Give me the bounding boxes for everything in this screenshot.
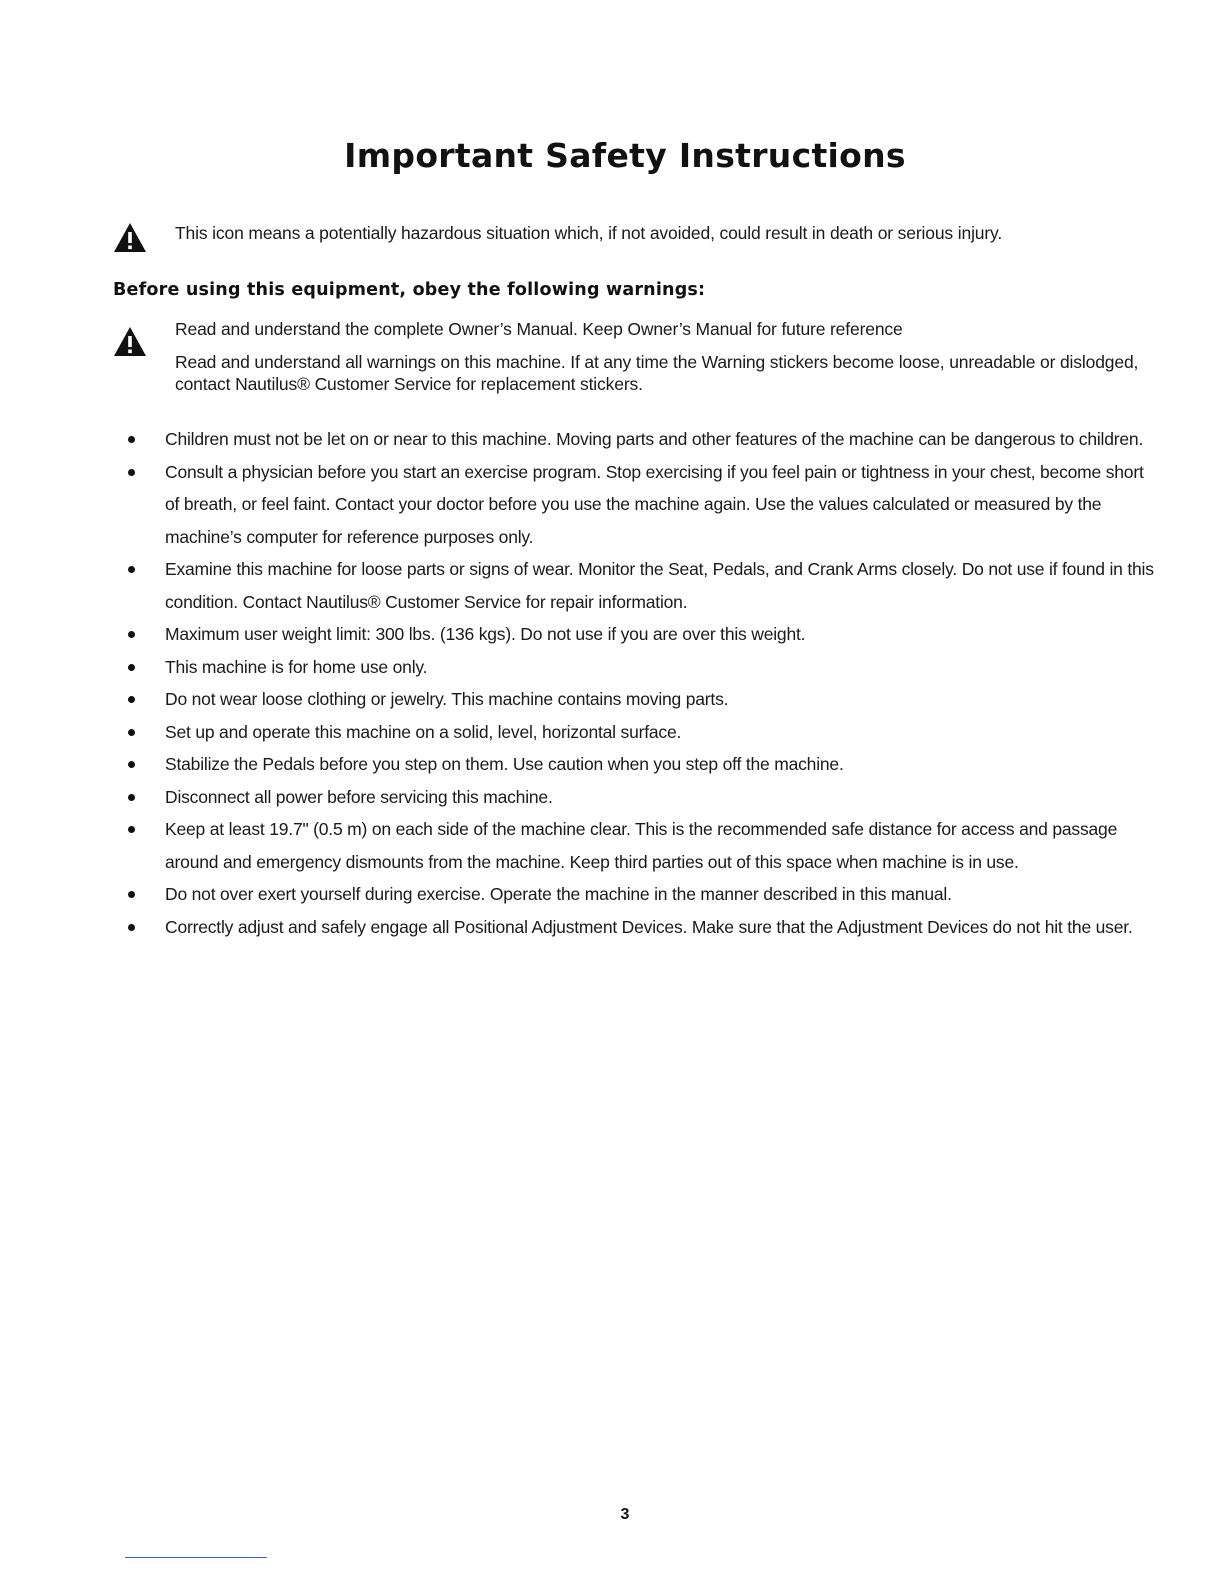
bullet-icon [128, 891, 135, 898]
icon-legend-text [175, 222, 1143, 255]
list-item [124, 911, 1154, 944]
list-item-text: Stabilize the Pedals before you step on them. Use caution when you step off the machine. [165, 754, 844, 774]
list-item-text: Children must not be let on or near to this machine. Moving parts and other features of the machine can be dangerous to children. [165, 429, 1144, 449]
manual-warning-item: Read and understand the complete Owner’s Manual. Keep Owner’s Manual for future reference [175, 319, 903, 339]
bullet-icon [128, 469, 135, 476]
list-item-text: Consult a physician before you start an exercise program. Stop exercising if you feel pain or tightness in your chest, become short of breath, or feel faint. Contact your doctor before you use the machine again. Use the values calculated or measured by the machine’s computer for reference purposes only. [165, 461, 1144, 547]
list-item [124, 651, 1154, 684]
warning-triangle-icon [113, 222, 147, 252]
list-item [124, 553, 1154, 618]
bullet-icon [128, 631, 135, 638]
list-item-text: Maximum user weight limit: 300 lbs. (136 kgs). Do not use if you are over this weight. [165, 624, 806, 644]
list-item [124, 813, 1154, 878]
bullet-icon [128, 566, 135, 573]
list-item-text: Do not over exert yourself during exercise. Operate the machine in the manner described in this manual. [165, 884, 952, 904]
list-item [124, 423, 1154, 456]
list-item [124, 456, 1154, 554]
bullet-icon [128, 696, 135, 703]
safety-bullet-list [124, 423, 1154, 943]
page-number: 3 [620, 1506, 630, 1523]
list-item-text: Disconnect all power before servicing this machine. [165, 786, 553, 807]
list-item-text: Examine this machine for loose parts or signs of wear. Monitor the Seat, Pedals, and Crank Arms closely. Do not use if found in this condition. Contact Nautilus® Customer Service for repair information. [165, 559, 1154, 612]
list-item-text: Keep at least 19.7" (0.5 m) on each side of the machine clear. This is the recommended safe distance for access and passage around and emergency dismounts from the machine. Keep third parties out of this space when machine is in use. [165, 819, 1118, 872]
warnings-heading: Before using this equipment, obey the following warnings: [113, 280, 706, 300]
manual-warnings-text [175, 318, 1143, 406]
list-item [124, 683, 1154, 716]
bullet-icon [128, 794, 135, 801]
list-item [124, 748, 1154, 781]
bullet-icon [128, 436, 135, 443]
page-title: Important Safety Instructions [344, 136, 906, 175]
warning-triangle-icon [113, 326, 147, 356]
bullet-icon [128, 761, 135, 768]
list-item-text: Do not wear loose clothing or jewelry. This machine contains moving parts. [165, 689, 729, 709]
icon-legend-description: This icon means a potentially hazardous situation which, if not avoided, could result in death or serious injury. [175, 223, 1003, 243]
bullet-icon [128, 924, 135, 931]
list-item-text: Correctly adjust and safely engage all Positional Adjustment Devices. Make sure that the Adjustment Devices do not hit the user. [165, 916, 1133, 937]
footer-rule [125, 1557, 267, 1558]
list-item [124, 618, 1154, 651]
list-item-text: This machine is for home use only. [165, 656, 428, 677]
bullet-icon [128, 729, 135, 736]
bullet-icon [128, 826, 135, 833]
list-item [124, 878, 1154, 911]
bullet-icon [128, 664, 135, 671]
list-item [124, 716, 1154, 749]
list-item-text: Set up and operate this machine on a solid, level, horizontal surface. [165, 721, 682, 742]
manual-warning-item: Read and understand all warnings on this machine. If at any time the Warning stickers become loose, unreadable or dislodged, contact Nautilus® Customer Service for replacement stickers. [175, 352, 1139, 394]
list-item [124, 781, 1154, 814]
